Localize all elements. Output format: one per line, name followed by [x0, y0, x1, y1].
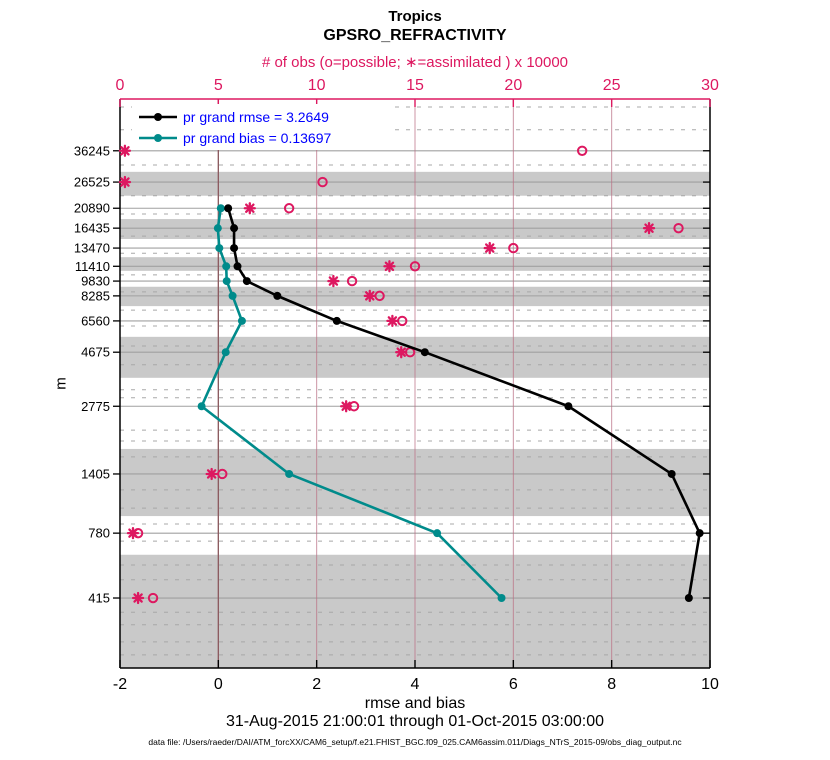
rmse-point: [224, 204, 232, 212]
assimilated-obs-marker: [365, 291, 375, 301]
level-tick-label: 1405: [81, 466, 110, 482]
bottom-tick-label: 10: [701, 676, 719, 693]
top-tick-label: 20: [504, 77, 523, 94]
plot-subtitle: GPSRO_REFRACTIVITY: [323, 27, 507, 44]
level-tick-label: 26525: [73, 174, 110, 190]
bottom-tick-label: 0: [213, 676, 223, 693]
assimilated-obs-marker: [387, 316, 397, 326]
top-tick-label: 10: [307, 77, 326, 94]
rmse-point: [685, 594, 693, 602]
rmse-point: [243, 277, 251, 285]
x-axis-label: rmse and bias: [364, 695, 466, 712]
y-axis-label: m: [52, 377, 70, 390]
level-tick-label: 20890: [73, 200, 110, 216]
level-tick-label: 4675: [81, 344, 110, 360]
bias-point: [238, 317, 246, 325]
bias-point: [498, 594, 506, 602]
datafile-caption: data file: /Users/raeder/DAI/ATM_forcXX/CAM6_setup/f.e21.FHIST_BGC.f09_025.CAM6assim.011/Diags_NTrS_2015-09/obs_diag_output.nc: [148, 737, 682, 747]
bias-point: [433, 529, 441, 537]
assimilated-obs-marker: [644, 223, 654, 233]
bottom-tick-label: -2: [112, 676, 128, 693]
top-axis-label: # of obs (o=possible; ∗=assimilated ) x 10000: [261, 54, 569, 71]
rmse-point: [696, 529, 704, 537]
rmse-point: [230, 224, 238, 232]
top-tick-label: 25: [602, 77, 621, 94]
top-tick-label: 0: [115, 77, 125, 94]
top-tick-label: 30: [701, 77, 719, 94]
bottom-tick-label: 8: [607, 676, 617, 693]
top-tick-label: 15: [406, 77, 424, 94]
bottom-tick-label: 6: [508, 676, 518, 693]
bias-point: [222, 262, 230, 270]
level-tick-label: 11410: [74, 258, 110, 274]
rmse-point: [273, 292, 281, 300]
bias-point: [217, 204, 225, 212]
level-tick-label: 36245: [73, 143, 110, 159]
bottom-tick-label: 2: [312, 676, 322, 693]
level-tick-label: 13470: [73, 240, 110, 256]
plot-title: Tropics: [388, 8, 442, 25]
bias-point: [222, 348, 230, 356]
rmse-point: [421, 348, 429, 356]
bias-point: [285, 470, 293, 478]
level-tick-label: 780: [88, 525, 110, 541]
assimilated-obs-marker: [120, 146, 130, 156]
timespan-caption: 31-Aug-2015 21:00:01 through 01-Oct-2015 03:00:00: [225, 713, 605, 730]
level-tick-label: 6560: [81, 313, 110, 329]
rmse-point: [234, 262, 242, 270]
level-tick-label: 415: [88, 590, 110, 606]
bias-point: [198, 402, 206, 410]
assimilated-obs-marker: [328, 276, 338, 286]
assimilated-obs-marker: [120, 177, 130, 187]
top-tick-label: 5: [213, 77, 223, 94]
assimilated-obs-marker: [485, 243, 495, 253]
level-tick-label: 2775: [81, 398, 110, 414]
assimilated-obs-marker: [245, 203, 255, 213]
rmse-point: [230, 244, 238, 252]
assimilated-obs-marker: [207, 469, 217, 479]
legend-rmse-marker: [154, 113, 162, 121]
legend-bias-label: pr grand bias = 0.13697: [183, 130, 332, 146]
assimilated-obs-marker: [384, 261, 394, 271]
level-tick-label: 16435: [73, 220, 110, 236]
bias-point: [214, 224, 222, 232]
bottom-tick-label: 4: [410, 676, 420, 693]
level-tick-label: 9830: [81, 273, 110, 289]
assimilated-obs-marker: [128, 528, 138, 538]
rmse-point: [668, 470, 676, 478]
bias-point: [229, 292, 237, 300]
rmse-point: [564, 402, 572, 410]
assimilated-obs-marker: [396, 347, 406, 357]
level-tick-label: 8285: [81, 288, 110, 304]
legend-rmse-label: pr grand rmse = 3.2649: [183, 109, 329, 125]
assimilated-obs-marker: [341, 401, 351, 411]
bias-point: [223, 277, 231, 285]
assimilated-obs-marker: [133, 593, 143, 603]
bias-point: [215, 244, 223, 252]
rmse-point: [333, 317, 341, 325]
legend-bias-marker: [154, 134, 162, 142]
